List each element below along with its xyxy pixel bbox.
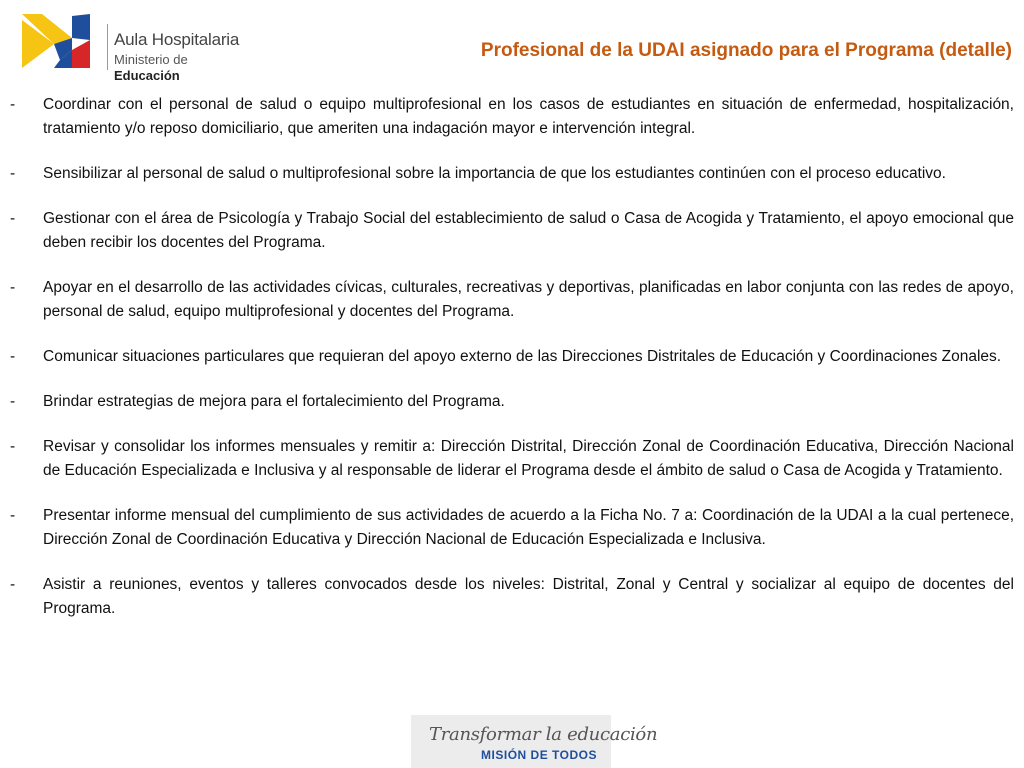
bullet-dash: - [10, 279, 16, 296]
slogan-line1: Transformar la educación [429, 724, 658, 745]
list-item [10, 504, 1014, 552]
bullet-dash: - [10, 393, 16, 410]
slogan-line2: MISIÓN DE TODOS [481, 748, 597, 762]
flag-emblem-icon [20, 10, 106, 70]
list-item [10, 93, 1014, 141]
ministry-logo [20, 10, 240, 83]
bullet-dash: - [10, 348, 16, 365]
list-item-text: Revisar y consolidar los informes mensuales y remitir a: Dirección Distrital, Dirección Zonal de Coordinación Educativa, Dirección Nacional de Educación Especializada e Inclusiva y al responsable de liderar el Programa desde el ámbito de salud o Casa de Acogida y Tratamiento. [43, 438, 1014, 479]
page-title: Profesional de la UDAI asignado para el Programa (detalle) [480, 40, 1012, 61]
list-item-text: Apoyar en el desarrollo de las actividades cívicas, culturales, recreativas y deportivas, planificadas en labor conjunta con las redes de apoyo, personal de salud, equipo multiprofesional y docentes del Programa. [43, 279, 1014, 320]
logo-text [114, 30, 240, 84]
logo-ministry-bold: Educación [114, 68, 180, 83]
list-item [10, 435, 1014, 483]
bullet-dash: - [10, 507, 16, 524]
list-item-text: Brindar estrategias de mejora para el fortalecimiento del Programa. [43, 393, 505, 410]
logo-ministry-name [114, 52, 240, 84]
list-item-text: Gestionar con el área de Psicología y Trabajo Social del establecimiento de salud o Casa de Acogida y Tratamiento, el apoyo emocional que deben recibir los docentes del Programa. [43, 210, 1014, 251]
list-item [10, 162, 1014, 186]
bullet-dash: - [10, 96, 16, 113]
bullet-dash: - [10, 438, 16, 455]
list-item-text: Coordinar con el personal de salud o equipo multiprofesional en los casos de estudiantes en situación de enfermedad, hospitalización, tratamiento y/o reposo domiciliario, que ameriten una indagación mayor e intervención integral. [43, 96, 1014, 137]
list-item [10, 276, 1014, 324]
list-item [10, 390, 1014, 414]
footer-slogan-badge [411, 715, 658, 768]
list-item-text: Asistir a reuniones, eventos y talleres convocados desde los niveles: Distrital, Zonal y Central y socializar al equipo de docentes del Programa. [43, 576, 1014, 617]
bullet-dash: - [10, 165, 16, 182]
list-item-text: Presentar informe mensual del cumplimiento de sus actividades de acuerdo a la Ficha No. 7 a: Coordinación de la UDAI a la cual pertenece, Dirección Zonal de Coordinación Educativa y Dirección Nacional de Educación Especializada e Inclusiva. [43, 507, 1014, 548]
list-item-text: Sensibilizar al personal de salud o multiprofesional sobre la importancia de que los estudiantes continúen con el proceso educativo. [43, 165, 946, 182]
logo-ministry-prefix: Ministerio de [114, 52, 188, 67]
bullet-dash: - [10, 210, 16, 227]
list-item [10, 573, 1014, 621]
logo-divider [107, 24, 108, 70]
list-item [10, 345, 1014, 369]
responsibilities-list [10, 93, 1014, 642]
list-item [10, 207, 1014, 255]
bullet-dash: - [10, 576, 16, 593]
logo-program-name: Aula Hospitalaria [114, 30, 240, 49]
list-item-text: Comunicar situaciones particulares que requieran del apoyo externo de las Direcciones Distritales de Educación y Coordinaciones Zonales. [43, 348, 1002, 365]
